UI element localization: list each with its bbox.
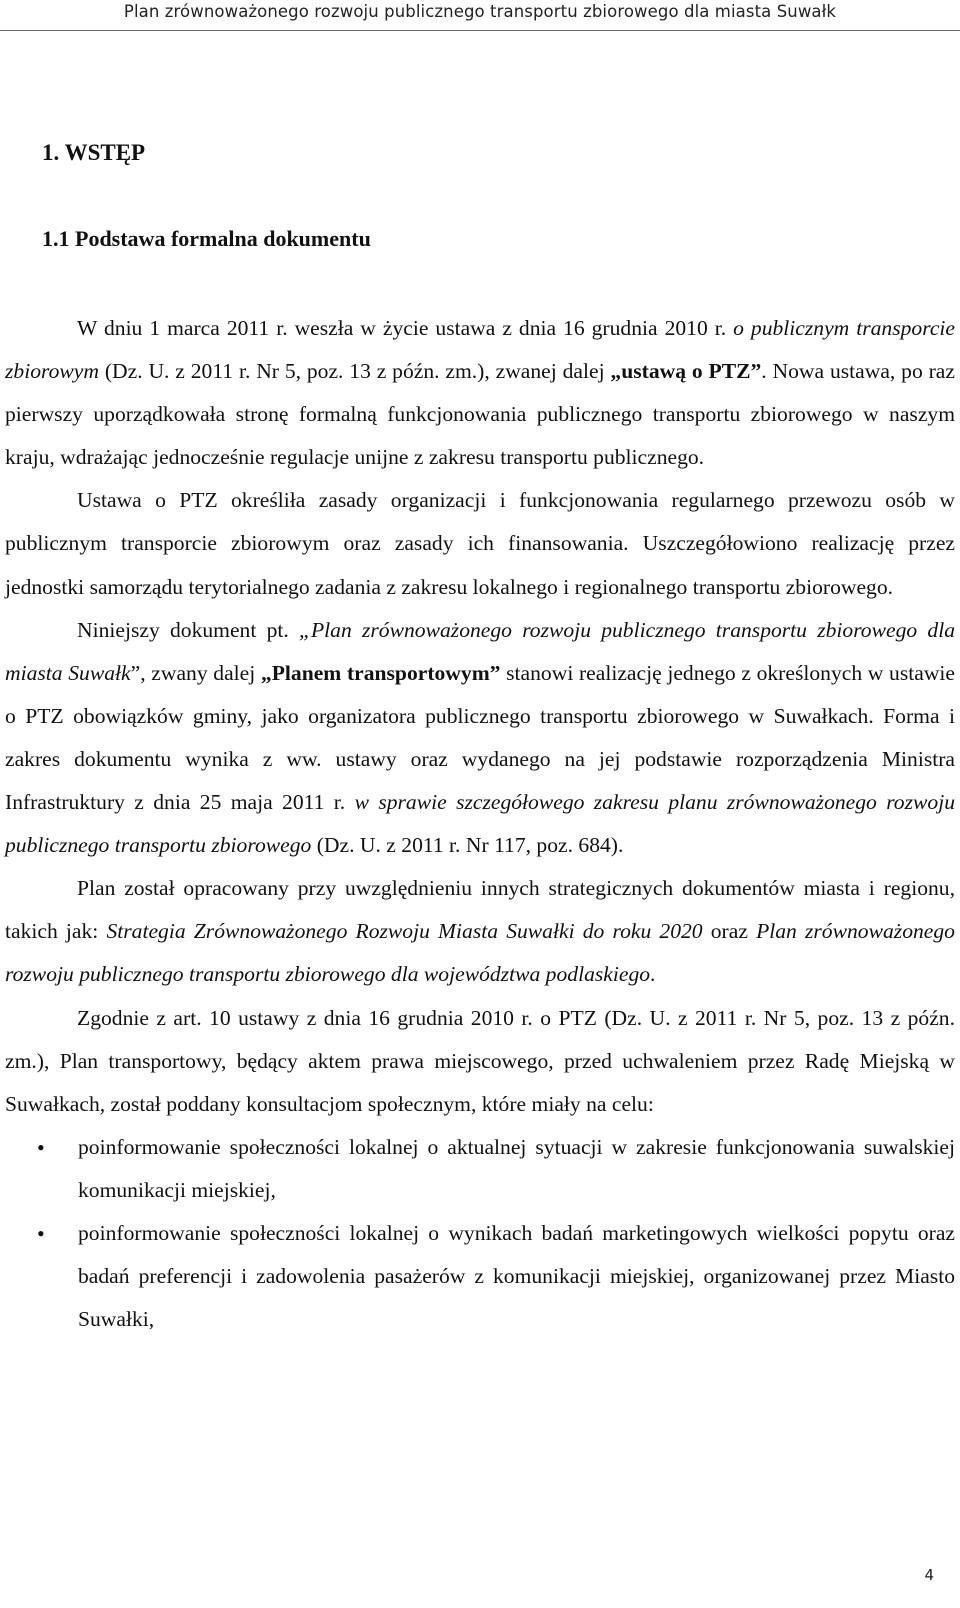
bullet-list xyxy=(5,1126,955,1341)
p3-regulation-title: w sprawie szczegółowego zakresu planu zrównoważonego rozwoju publicznego transportu zbiorowego xyxy=(5,790,955,858)
p4-text-e: . xyxy=(650,962,656,987)
body-text xyxy=(5,307,955,1341)
chapter-heading: 1. WSTĘP xyxy=(42,140,146,165)
p1-text-a: W dniu 1 marca 2011 r. weszła w życie ustawa z dnia 16 grudnia 2010 r. xyxy=(77,316,734,340)
paragraph-4 xyxy=(5,867,955,996)
paragraph-1 xyxy=(5,307,955,479)
running-header: Plan zrównoważonego rozwoju publicznego transportu zbiorowego dla miasta Suwałk xyxy=(0,0,960,31)
bullet-icon: • xyxy=(37,1134,45,1160)
p1-act-title: o publicznym transporcie zbiorowym xyxy=(5,316,955,384)
p3-defined-term: „Planem transportowym” xyxy=(260,660,501,685)
list-item-text: poinformowanie społeczności lokalnej o aktualnej sytuacji w zakresie funkcjonowania suwalskiej komunikacji miejskiej, xyxy=(78,1134,955,1202)
p3-text-e: stanowi realizację jednego z określonych w ustawie o PTZ obowiązków gminy, jako organizatora publicznego transportu zbiorowego w Suwałkach. Forma i zakres dokumentu wynika z ww. ustawy oraz wydanego na jej podstawie rozporządzenia Ministra Infrastruktury z dnia 25 maja 2011 r. xyxy=(5,660,955,815)
bullet-icon: • xyxy=(37,1220,45,1246)
p4-plan-title: Plan zrównoważonego rozwoju publicznego transportu zbiorowego dla województwa podlaskiego xyxy=(5,919,955,987)
p3-text-a: Niniejszy dokument pt. xyxy=(77,617,299,642)
p3-document-title: „Plan zrównoważonego rozwoju publicznego transportu zbiorowego dla miasta Suwałk xyxy=(5,617,955,685)
p3-text-g: (Dz. U. z 2011 r. Nr 117, poz. 684). xyxy=(311,833,624,858)
p1-defined-term: „ustawą o PTZ” xyxy=(610,359,762,384)
p4-text-c: oraz xyxy=(702,919,757,944)
paragraph-3 xyxy=(5,609,955,868)
section-heading: 1.1 Podstawa formalna dokumentu xyxy=(42,226,371,251)
page-number: 4 xyxy=(924,1566,934,1584)
paragraph-2: Ustawa o PTZ określiła zasady organizacji i funkcjonowania regularnego przewozu osób w publicznym transporcie zbiorowym oraz zasady ich finansowania. Uszczegółowiono realizację przez jednostki samorządu terytorialnego zadania z zakresu lokalnego i regionalnego transportu zbiorowego. xyxy=(5,488,955,599)
p4-strategy-title: Strategia Zrównoważonego Rozwoju Miasta Suwałki do roku 2020 xyxy=(106,919,703,944)
p1-text-e: . Nowa ustawa, po raz pierwszy uporządkowała stronę formalną funkcjonowania publicznego transportu zbiorowego w naszym kraju, wdrażając jednocześnie regulacje unijne z zakresu transportu publicznego. xyxy=(5,359,955,470)
p1-text-c: (Dz. U. z 2011 r. Nr 5, poz. 13 z późn. zm.), zwanej dalej xyxy=(98,359,611,384)
p3-text-c: ”, zwany dalej xyxy=(130,660,261,685)
list-item-text: poinformowanie społeczności lokalnej o wynikach badań marketingowych wielkości popytu oraz badań preferencji i zadowolenia pasażerów z komunikacji miejskiej, organizowanej przez Miasto Suwałki, xyxy=(78,1220,955,1332)
p4-text-a: Plan został opracowany przy uwzględnieniu innych strategicznych dokumentów miasta i regionu, takich jak: xyxy=(5,876,955,944)
list-item xyxy=(5,1212,955,1341)
paragraph-5: Zgodnie z art. 10 ustawy z dnia 16 grudnia 2010 r. o PTZ (Dz. U. z 2011 r. Nr 5, poz. 13 z późn. zm.), Plan transportowy, będący aktem prawa miejscowego, przed uchwaleniem przez Radę Miejską w Suwałkach, został poddany konsultacjom społecznym, które miały na celu: xyxy=(5,1005,955,1116)
list-item xyxy=(5,1126,955,1212)
